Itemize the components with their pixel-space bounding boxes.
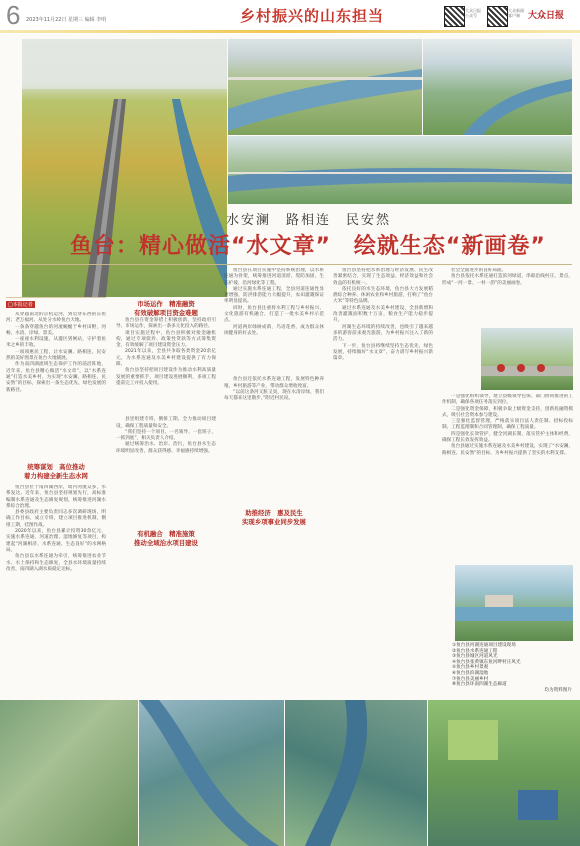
intro-text bbox=[6, 312, 106, 457]
paragraph: 通过统筹治水、治岸、治污，鱼台县水生态环境明显改善，群众获得感、幸福感持续增强。 bbox=[116, 442, 216, 454]
caption-item: ③鱼台县城区河道风光 bbox=[452, 654, 498, 660]
qr-code-label: 大众日报 公众号 bbox=[465, 8, 481, 18]
paragraph: 鱼台县在资金筹措上积极创新，坚持政府引导、市场运作，探索出一条多元化投入的路径。 bbox=[116, 318, 216, 330]
caption-item: ⑤鱼台县乡村景观 bbox=[452, 665, 489, 671]
photo-aerial-3 bbox=[285, 700, 427, 846]
paragraph: “以前这条河又脏又臭，现在水清岸绿，我们每天都来这里散步。”附近村民说。 bbox=[224, 389, 324, 402]
headline-divider bbox=[22, 264, 572, 265]
photo-lakeside-park bbox=[455, 565, 573, 641]
paragraph: 河湖生态环境的持续改善，也吸引了越来越多的游客前来观光旅游，为乡村振兴注入了新的活力。 bbox=[333, 324, 433, 343]
paragraph: 县里组建专班，倒排工期，全力推动项目建设，确保工程质量和安全。 bbox=[116, 417, 216, 429]
photo-river-wide bbox=[228, 136, 572, 204]
photo-canal-graphic bbox=[423, 39, 572, 135]
paper-logo: 大众日报 bbox=[528, 11, 565, 21]
section-heading: 市场运作 精准融资 bbox=[116, 300, 216, 308]
paragraph: 鱼台县位于南四湖西岸，境内河流众多，水系发达。近年来，鱼台县坚持规划先行，高标准编制水系连通及生态修复规划，统筹推进河湖水系综合治理。 bbox=[6, 485, 106, 509]
intro-paragraph: 作为南四湖流域生态保护工作的前沿阵地，近年来，鱼台县精心做活“水文章”，以“水系连通”打造水美乡村，为实现“水安澜、路相连、民安然”的目标，探索出一条生态优先、绿色发展的新路径。 bbox=[6, 362, 106, 393]
photo-cyclists bbox=[481, 328, 573, 390]
section-subheading: 实现乡项事业同步发展 bbox=[224, 518, 324, 526]
photo-park-graphic bbox=[455, 565, 573, 641]
main-headline: 鱼台：精心做活“水文章” 绘就生态“新画卷” bbox=[70, 234, 546, 259]
caption-tail: 均为资料图片 bbox=[544, 687, 572, 693]
photo-aerial-1 bbox=[0, 700, 138, 846]
photo-aerial-4-graphic bbox=[428, 700, 580, 846]
photo-river-wide-graphic bbox=[228, 136, 572, 204]
paragraph: 项目实施过程中，鱼台县积极对接金融机构，通过专项债券、政策性贷款等方式筹集资金，有效缓解了项目建设资金压力。 bbox=[116, 330, 216, 349]
photo-canal-village bbox=[423, 39, 572, 135]
paragraph: 三是强化监督管理，严格落实项目法人责任制、招标投标制、工程监理制和合同管理制，确保工程质量。 bbox=[442, 419, 573, 431]
photo-aerial-4 bbox=[428, 700, 580, 846]
paragraph: “我们坚持一个项目、一名领导、一套班子、一抓到底”，相关负责人介绍。 bbox=[116, 429, 216, 442]
paragraph: 鱼台县还依托水系连通工程，发展特色种养殖、乡村旅游等产业，带动群众增收致富。 bbox=[224, 377, 324, 389]
paragraph: 鱼台县以水系连通为牵引，统筹推进农业节水、水土保持和生态修复，全县水环境质量持续改善，南四湖入湖水质稳定达标。 bbox=[6, 554, 106, 572]
article-column-4 bbox=[333, 268, 433, 696]
section-heading: 有机融合 精准施策 bbox=[116, 530, 216, 538]
paragraph: 同时，鱼台县注重将水利工程与乡村振兴、文化旅游有机融合，打造了一批水美乡村示范点。 bbox=[224, 305, 324, 324]
paragraph: 一是强化组织领导，建立县级领导包保、部门协同推进的工作机制，确保各项任务落实到位。 bbox=[442, 394, 573, 406]
sub-headline: 水安澜 路相连 民安然 bbox=[226, 213, 392, 228]
photo-captions bbox=[452, 643, 572, 693]
section-subheading: 有效破解项目资金难题 bbox=[116, 309, 216, 317]
caption-item: ⑥鱼台县滨湖湿地 bbox=[452, 670, 489, 676]
photo-river-graphic bbox=[228, 39, 422, 135]
paragraph: 县委县政府主要负责同志多次调研现场，明确工作目标，成立专班，建立项目推进机制，倒排工期，挂图作战。 bbox=[6, 510, 106, 528]
photo-aerial-2 bbox=[139, 700, 284, 846]
photo-aerial-3-graphic bbox=[285, 700, 427, 846]
intro-paragraph: 一项项惠民工程，让水安澜、路相连、民安然的美好图景在鱼台大地铺展。 bbox=[6, 349, 106, 362]
caption-item: ①鱼台县河湖连通项目建设现场 bbox=[452, 643, 516, 648]
photo-aerial-2-graphic bbox=[139, 700, 284, 846]
intro-paragraph: 一条条穿越鱼台的河流蜿蜒于乡村田野，河畅、水清、岸绿、景美。 bbox=[6, 324, 106, 336]
section-subheading: 着力构建全新生态水网 bbox=[24, 472, 88, 480]
intro-paragraph: 从穿越南北的京杭运河，到贯穿东西的东鱼河；老万福河、从处分水岭鱼台大地。 bbox=[6, 312, 106, 324]
paragraph: 依托良好的水生态环境，鱼台县大力发展稻渔综合种养、休闲农业和乡村旅游，打响了“鱼台大米”等特色品牌。 bbox=[333, 286, 433, 305]
page-number: 6 bbox=[6, 0, 21, 30]
photo-cyclists-graphic bbox=[481, 328, 573, 390]
photo-river-bridge bbox=[228, 39, 422, 135]
qr-code-icon[interactable] bbox=[487, 6, 508, 27]
paragraph: 通过水系连通及水美乡村建设，全县新增和改善灌溉面积数十万亩，粮食生产能力稳步提升。 bbox=[333, 305, 433, 324]
paragraph: 下一步，鱼台县将继续坚持生态优先、绿色发展，持续做好“水文章”，奋力谱写乡村振兴新篇章。 bbox=[333, 343, 433, 362]
paragraph: 2020年以来，鱼台县累计投资30余亿元，实施水系连通、河道治理、湿地修复等项目，构建起“河湖相济、水系连通、生态良好”的水网格局。 bbox=[6, 529, 106, 553]
section-heading: 统筹谋划 高位推动 bbox=[27, 463, 85, 471]
paragraph: 鱼台县坚持把项目建设作为推动水利高质量发展的重要抓手，项目建设进展顺利，多项工程提前完工并投入使用。 bbox=[116, 368, 216, 386]
reporter-tag: □本报记者 bbox=[8, 302, 33, 308]
paragraph: 二是强化资金保障，积极争取上级资金支持，创新投融资模式，吸引社会资本参与建设。 bbox=[442, 406, 573, 418]
edition-date: 2023年11月22日 星期三 编辑 李明 bbox=[26, 17, 107, 23]
paragraph: 鱼台县依托水系连通打造滨河绿道，串联沿线村庄、景点，形成“一河一景、一村一韵”的美丽画卷。 bbox=[442, 274, 573, 286]
article-column-3 bbox=[224, 268, 324, 696]
section-heading: 助推经济 惠及民生 bbox=[224, 509, 324, 517]
caption-item: ⑦鱼台县美丽乡村 bbox=[452, 676, 489, 682]
paragraph: 2021年以来，全县共争取各类资金20余亿元，为水系连通及水美乡村建设提供了有力保障。 bbox=[116, 349, 216, 368]
header-band bbox=[0, 30, 580, 33]
article-column-5 bbox=[442, 268, 573, 326]
caption-item: ⑧鱼台县环南四湖生态廊道 bbox=[452, 682, 507, 688]
column-title: 乡村振兴的山东担当 bbox=[239, 7, 384, 25]
paragraph: 社会全面进步的良好局面。 bbox=[451, 268, 507, 273]
article-column-1 bbox=[6, 485, 106, 697]
paragraph: 通过实施水系连通工程，全县河道连通性显著增强，防洪排涝能力大幅提升，农田灌溉保证率明显提高。 bbox=[224, 286, 324, 305]
caption-item: ②鱼台县水系连通工程 bbox=[452, 648, 498, 654]
article-column-5-continued bbox=[442, 394, 573, 562]
intro-paragraph: 一座座水利设施，从灌区到闸站，守护着鱼米之乡的丰收。 bbox=[6, 337, 106, 349]
paragraph: 四是强化长效管护，健全河湖长制，落实管护主体和经费，确保工程长效发挥效益。 bbox=[442, 431, 573, 444]
paragraph: 鱼台县坚持把水系治理与经济发展、民生改善紧密结合，实现了生态效益、经济效益和社会效益的有机统一。 bbox=[333, 268, 433, 286]
qr-code-icon[interactable] bbox=[444, 6, 465, 27]
article-column-2 bbox=[116, 268, 216, 696]
paragraph: 河道两岸绿树成荫，鸟语花香，成为群众休闲健身的好去处。 bbox=[224, 324, 324, 336]
qr-code-label: 大众新闻 客户端 bbox=[508, 8, 524, 18]
paragraph: 鱼台县通过实施水系连通及水美乡村建设，实现了“水安澜、路相连、民安然”的目标，为乡村振兴提供了坚实的水利支撑。 bbox=[442, 444, 573, 456]
caption-item: ④鱼台县张黄镇东鱼河畔村庄风光 bbox=[452, 659, 521, 665]
paragraph: 鱼台县在项目实施中坚持系统治理，以水系连通为骨架，统筹推进河道清淤、堤防加固、生态护坡、沿河绿化等工程。 bbox=[224, 268, 324, 286]
section-subheading: 推动全域治水项目建设 bbox=[116, 539, 216, 547]
